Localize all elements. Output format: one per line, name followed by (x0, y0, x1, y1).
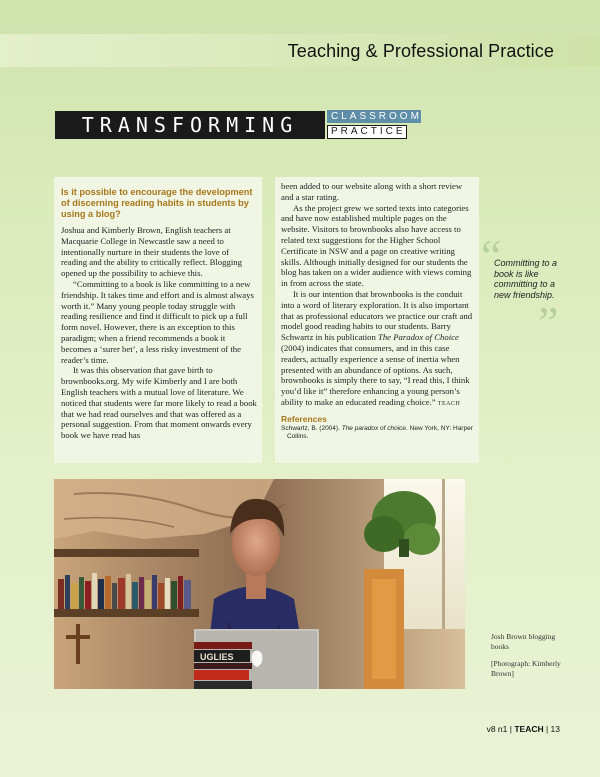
title-banner (55, 111, 325, 139)
references-heading: References (281, 413, 327, 424)
article-paragraph: As the project grew we sorted texts into categories and have now established multiple pages on the website. Visitors to brownbooks also have access to related text suggestions for the Higher School Certificate in NSW and a page on creative writing skills. Although initially designed for our students the blog has taken on a wider audience with views coming in from across the state. (281, 202, 472, 289)
end-tag: TEACH (437, 400, 461, 407)
article-paragraph: been added to our website along with a short review and a star rating. (281, 181, 463, 202)
page-number: | 13 (543, 724, 560, 734)
article-paragraph (281, 289, 475, 410)
paragraph-text: (2004) indicates that consumers, and in this case readers, actually experience a sense of inertia when presented with an abundance of options. As such, brownbooks is simply there to say, “I read this, I think you’d like it” therefore enhancing a young person’s ability to make an educated reading choice.” (281, 342, 470, 407)
article-paragraph: Joshua and Kimberly Brown, English teachers at Macquarie College in Newcastle saw a need to intentionally nurture in their students the love of reading and the ability to critically reflect. Blogging opened up the possibility to achieve this. (61, 225, 242, 279)
close-quote-mark: ” (538, 297, 559, 348)
article-question: Is it possible to encourage the development of discerning reading habits in students by using a blog? (61, 187, 253, 219)
title-lower: PRACTICE (327, 125, 407, 139)
article-photo (54, 479, 465, 689)
reference-text: Schwartz, B. (2004). (281, 424, 342, 432)
paragraph-text: It is our intention that brownbooks is the conduit into a word of literary exploration. It is also important that as professional educators we practice our craft and model good reading habits to our students. Barry Schwartz in his publication (281, 288, 473, 343)
book-title-reference: The Paradox of Choice (378, 332, 459, 343)
article-column-left (54, 177, 262, 463)
article-paragraph: “Committing to a book is like committing to a new friendship. It takes time and effort and is almost always worth it.” Many young people today struggle with reading resilience and find it difficult to pick up a full form novel. However, there is an exception to this paradigm; when a friend recommends a book it becomes a ‘surer bet’, a less risky investment of the reader’s time. (61, 278, 254, 365)
section-title: Teaching & Professional Practice (287, 41, 554, 61)
photo-caption (491, 632, 561, 686)
magazine-name: TEACH (514, 724, 544, 734)
article-paragraph: It was this observation that gave birth to brownbooks.org. My wife Kimberly and I are both English teachers with a mutual love of literature. We noticed that students were far more likely to read a book that we had read ourselves and that was offered as a personal suggestion. From that moment onwards every book we have read has (61, 365, 257, 441)
caption-line: [Photograph: Kimberly Brown] (491, 659, 561, 678)
caption-line: Josh Brown blogging books (491, 632, 556, 651)
reference-entry (281, 425, 475, 441)
page-footer (487, 724, 560, 734)
pull-quote: Committing to a book is like committing to a new friendship. (494, 258, 558, 300)
book-title: UGLIES (200, 652, 234, 662)
open-quote-mark: “ (481, 230, 502, 281)
reference-text: . New York, NY: Harper Collins. (287, 424, 473, 440)
article-column-middle (275, 177, 479, 463)
title-main: TRANSFORMING (81, 113, 299, 137)
issue-number: v8 n1 | (486, 724, 515, 734)
photo-illustration (54, 479, 465, 689)
reference-title: The paradox of choice (341, 424, 407, 432)
title-upper: CLASSROOM (327, 110, 421, 123)
